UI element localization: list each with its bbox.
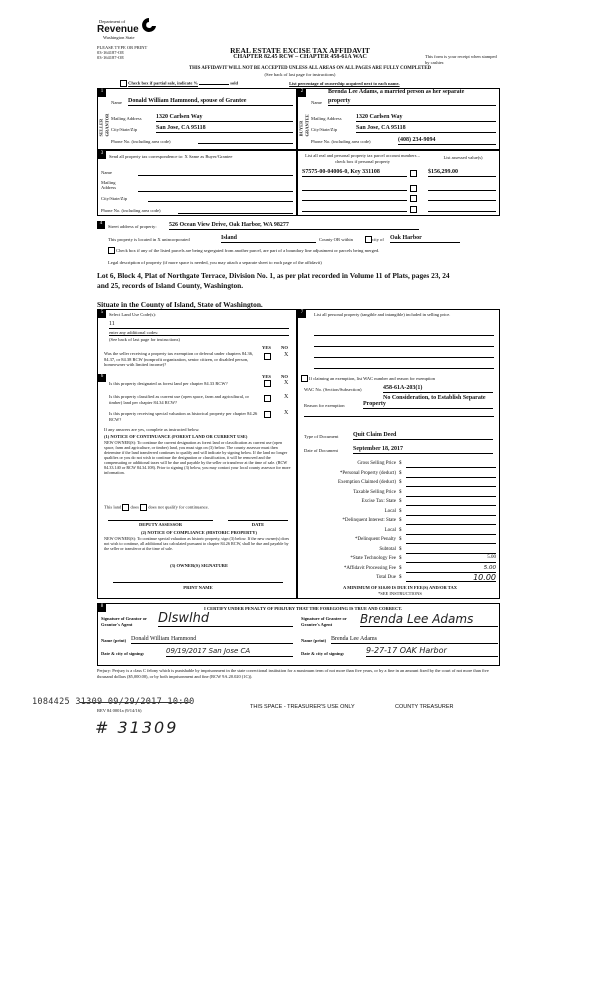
seller-mailing-label: Mailing Address — [111, 116, 142, 121]
seller-side-label: SELLER GRANTOR — [98, 113, 109, 137]
county-treasurer: COUNTY TREASURER — [395, 704, 454, 710]
seller-mailing[interactable]: 1320 Carlsen Way — [156, 114, 293, 122]
tax-row-label: Local — [384, 527, 396, 533]
tax-row — [304, 546, 496, 556]
assessor-date-label: DATE — [251, 522, 265, 527]
land-does-checkbox[interactable] — [122, 504, 129, 511]
grantor-signature[interactable]: Dlswlhd — [158, 612, 293, 627]
seller-section — [97, 88, 297, 150]
street-label: Street address of property: — [108, 224, 157, 229]
tax-row-value[interactable]: 5.00 — [406, 565, 496, 573]
tax-row-label: Exemption Claimed (deduct) — [337, 480, 396, 485]
form-chapter: CHAPTER 82.45 RCW – CHAPTER 458-61A WAC — [233, 54, 367, 60]
parcel-number[interactable]: S7575-00-04006-0, Key 331108 — [302, 169, 407, 177]
signature-section — [97, 603, 500, 666]
form-title: REAL ESTATE EXCISE TAX AFFIDAVIT — [230, 46, 370, 55]
section-8-badge: 8 — [98, 604, 106, 612]
tax-row — [304, 460, 496, 470]
tax-row — [304, 498, 496, 508]
exemption-label: If claiming an exemption, list WAC number and reason for exemption — [309, 376, 436, 381]
grantee-print-name[interactable]: Brenda Lee Adams — [331, 636, 498, 644]
print-name-label: PRINT NAME — [183, 585, 213, 590]
q2-text: Is this property designated as forest land per chapter 84.33 RCW? — [109, 381, 228, 386]
sold-label: sold — [230, 80, 239, 86]
same-as-buyer: X Same as Buyer/Grantee — [184, 154, 233, 159]
grantee-date-city[interactable]: 9-27-17 OAK Harbor — [366, 646, 498, 657]
situate-line[interactable]: Situate in the County of Island, State of Washington. — [97, 300, 263, 309]
city-value[interactable]: Oak Harbor — [390, 235, 460, 243]
dollar-sign: $ — [399, 565, 402, 571]
assessor-date-line[interactable] — [228, 516, 288, 521]
personal-line-4[interactable] — [314, 363, 494, 369]
tax-row-label: *Delinquent Interest: State — [342, 518, 396, 523]
reason-label: Reason for exemption — [304, 403, 345, 408]
parcel-personal-checkbox[interactable] — [410, 170, 417, 177]
buyer-mailing[interactable]: 1320 Carlsen Way — [356, 114, 496, 122]
buyer-phone[interactable]: (408) 234-9094 — [398, 137, 496, 145]
personal-line-1[interactable] — [314, 330, 494, 336]
street-address[interactable]: 526 Ocean View Drive, Oak Harbor, WA 98277 — [169, 222, 419, 230]
parcel-section — [297, 150, 500, 216]
certify-statement: I CERTIFY UNDER PENALTY OF PERJURY THAT THE FOREGOING IS TRUE AND CORRECT. — [203, 606, 402, 611]
yes-header-1: YES — [262, 345, 271, 350]
corr-name-label: Name — [101, 170, 112, 175]
correspondence-section — [97, 150, 297, 216]
seller-name[interactable]: Donald William Hammond, spouse of Grantee — [128, 98, 293, 106]
tax-row-value[interactable] — [406, 517, 496, 525]
correspondence-label — [109, 154, 294, 159]
located-text: This property is located in X unincorporated — [108, 237, 190, 242]
corr-city[interactable] — [148, 196, 293, 202]
doc-type[interactable]: Quit Claim Deed — [353, 432, 493, 440]
county-label: County OR within — [319, 237, 353, 242]
q1-answer[interactable]: X — [284, 352, 289, 358]
no-header-1: NO — [281, 345, 288, 350]
corr-phone-label: Phone No. (including area code) — [101, 208, 161, 213]
assessed-row-2[interactable] — [428, 185, 496, 191]
notice2-title: (2) NOTICE OF COMPLIANCE (HISTORIC PROPERTY) — [141, 530, 257, 535]
dollar-sign: $ — [399, 527, 402, 533]
seller-city-label: City/State/Zip — [111, 127, 138, 132]
parcel-row-4[interactable] — [302, 206, 407, 212]
q3-text: Is this property classified as current use (open space, farm and agricultural, or timber) land per chapter 84.34 RCW? — [109, 394, 249, 405]
handwritten-number: # 31309 — [95, 718, 179, 737]
treasurer-use: THIS SPACE - TREASURER'S USE ONLY — [250, 704, 355, 710]
seller-city[interactable]: San Jose, CA 95118 — [156, 125, 293, 133]
legal-line-1[interactable]: Lot 6, Block 4, Plat of Northgate Terrace, Division No. 1, as per plat recorded in Volume 11 of Plats, pages 23, 24 — [97, 271, 450, 280]
grantor-sig-label: Signature of Grantor or Grantor's Agent — [101, 616, 147, 627]
tax-row-label: *Delinquent Penalty — [355, 537, 396, 542]
logo-line2: Revenue — [97, 24, 139, 35]
personal-line-3[interactable] — [314, 352, 494, 358]
land-use-section — [97, 309, 297, 599]
form-code-3: 03-164187-OE — [97, 55, 124, 60]
buyer-mailing-label: Mailing Address — [311, 116, 342, 121]
partial-sale-row — [120, 80, 500, 87]
wac-number[interactable]: 458-61A-203(1) — [383, 385, 493, 393]
corr-phone[interactable] — [178, 208, 293, 214]
doc-type-label: Type of Document — [304, 434, 339, 439]
section-7-badge: 7 — [298, 310, 306, 318]
tax-row-value[interactable] — [406, 479, 496, 487]
logo-icon — [141, 17, 157, 35]
parcel-header: List all real and personal property tax parcel account numbers – check box if personal property — [305, 153, 420, 164]
dollar-sign: $ — [399, 461, 402, 466]
grantee-name-label: Name (print) — [301, 638, 327, 643]
seller-phone-label: Phone No. (including area code) — [111, 139, 171, 144]
tax-row-value[interactable] — [406, 489, 496, 497]
partial-sale-label: Check box if partial sale, indicate % — [128, 80, 198, 86]
tax-row — [304, 508, 496, 518]
tax-row-label: *Affidavit Processing Fee — [343, 565, 396, 571]
rev-code: REV 84 0001a (9/14/16) — [97, 708, 142, 713]
corr-mailing[interactable] — [138, 186, 293, 192]
tax-table — [304, 460, 496, 584]
if-yes-note: If any answers are yes, complete as instructed below. — [104, 427, 200, 432]
boundary-checkbox[interactable] — [108, 247, 115, 254]
q1-text: Was the seller receiving a property tax exemption or deferral under chapters 84.36, 84.37, or 84.38 RCW (nonprofit organization, senior citizen, or disabled person, homeowner with limited income)? — [104, 351, 254, 367]
parcel-2-checkbox[interactable] — [410, 185, 417, 192]
tax-row-value[interactable] — [406, 498, 496, 506]
section-5-badge: 5 — [98, 310, 106, 318]
tax-row-value[interactable] — [406, 470, 496, 478]
grantee-date-label: Date & city of signing: — [301, 651, 345, 656]
personal-line-2[interactable] — [314, 341, 494, 347]
notice1-title: (1) NOTICE OF CONTINUANCE (FOREST LAND OR CURRENT USE) — [104, 434, 248, 439]
no-header-2: NO — [281, 374, 288, 379]
tax-row-value[interactable]: 5.00 — [406, 555, 496, 563]
logo-line3: Washington State — [103, 35, 135, 40]
buyer-section — [297, 88, 500, 150]
wac-label: WAC No. (Section/Subsection) — [304, 387, 362, 392]
assessed-row-4[interactable] — [428, 206, 496, 212]
tax-row — [304, 565, 496, 575]
stamp-strike — [80, 702, 190, 703]
receipt-note: This form is your receipt when stamped by cashier. — [425, 54, 497, 65]
notice1-body: NEW OWNER(S): To continue the current designation as forest land or classification as current use (open space, farm and agriculture, or timber) land, you must sign on (3) below. The county assessor must then determine if the land transferred continues to qualify and will indicate by signing below. If the land no longer qualifies or you do not wish to continue the designation or classification, it will be removed and the compensating or additional taxes will be due and payable by the seller or transferor at the time of sale. (RCW 84.33.140 or RCW 84.34.108). Prior to signing (3) below, you may contact your local county assessor for more information. — [104, 440, 291, 475]
owner-signature-line[interactable] — [113, 578, 283, 583]
exemption-reason-line2[interactable]: Property — [363, 401, 493, 409]
legal-label: Legal description of property (if more space is needed, you may attach a separate sheet to each page of the affidavit) — [108, 260, 322, 265]
completion-warning: THIS AFFIDAVIT WILL NOT BE ACCEPTED UNLESS ALL AREAS ON ALL PAGES ARE FULLY COMPLETED — [188, 66, 432, 71]
tax-row — [304, 517, 496, 527]
section-3-badge: 3 — [98, 151, 106, 159]
dollar-sign: $ — [399, 575, 402, 580]
assessed-row-3[interactable] — [428, 195, 496, 201]
tax-row — [304, 527, 496, 537]
grantor-name-label: Name (print) — [101, 638, 127, 643]
parcel-row-3[interactable] — [302, 195, 407, 201]
see-instructions: *SEE INSTRUCTIONS — [378, 591, 422, 596]
additional-codes-label: enter any additional codes: — [109, 330, 289, 336]
form-code-2: 03-164187-OE — [97, 50, 124, 55]
dollar-sign: $ — [399, 480, 402, 485]
ownership-note: List percentage of ownership acquired next to each name. — [289, 80, 400, 86]
tax-row-value[interactable] — [406, 536, 496, 544]
buyer-name-line2[interactable]: property — [328, 98, 496, 106]
q3-yes-checkbox[interactable] — [264, 395, 271, 402]
does-not-label: does not qualify for continuance. — [148, 504, 209, 510]
tax-row — [304, 555, 496, 565]
exemption-reason-line1[interactable]: No Consideration, to Establish Separate — [383, 395, 486, 401]
assessed-value[interactable]: $156,299.00 — [428, 169, 496, 177]
grantor-date-label: Date & city of signing: — [101, 651, 145, 656]
corr-mailing-label: Mailing Address — [101, 180, 117, 190]
boundary-text: Check box if any of the listed parcels are being segregated from another parcel, are part of a boundary line adjustment or parcels being merged. — [116, 248, 380, 253]
q4-yes-checkbox[interactable] — [264, 411, 271, 418]
tax-row-label: Total Due — [376, 575, 396, 580]
land-does-label: This land — [104, 504, 122, 510]
personal-property-section — [297, 309, 500, 599]
logo-line1: Department of — [99, 19, 126, 24]
buyer-name-label: Name — [311, 100, 322, 105]
deputy-assessor-label: DEPUTY ASSESSOR — [138, 522, 183, 527]
buyer-city-label: City/State/Zip — [311, 127, 338, 132]
doc-date[interactable]: September 18, 2017 — [353, 446, 493, 454]
seller-phone[interactable] — [198, 137, 293, 144]
tax-row — [304, 574, 496, 584]
tax-row-value[interactable] — [406, 527, 496, 535]
form-code-1: PLEASE TYPE OR PRINT — [97, 45, 148, 50]
does-label: does — [130, 504, 139, 510]
grantor-date-city[interactable]: 09/19/2017 San Jose CA — [166, 646, 293, 657]
tax-row-label: Excise Tax: State — [361, 499, 396, 504]
buyer-city[interactable]: San Jose, CA 95118 — [356, 125, 496, 133]
dollar-sign: $ — [399, 508, 402, 514]
tax-row-label: Taxable Selling Price — [353, 489, 396, 495]
dollar-sign: $ — [399, 556, 402, 561]
grantee-signature[interactable]: Brenda Lee Adams — [360, 612, 498, 627]
section-2-badge: 2 — [298, 89, 306, 97]
dollar-sign: $ — [399, 537, 402, 542]
section-4-badge: 4 — [97, 221, 105, 229]
correspondence-text: Send all property tax correspondence to: — [109, 154, 184, 159]
parcel-4-checkbox[interactable] — [410, 206, 417, 213]
legal-line-2[interactable]: and 25, records of Island County, Washington. — [97, 281, 244, 290]
buyer-name-line1[interactable]: Brenda Lee Adams, a married person as her separate — [328, 89, 465, 95]
tax-row — [304, 536, 496, 546]
dor-logo — [97, 17, 157, 45]
parcel-3-checkbox[interactable] — [410, 195, 417, 202]
grantee-sig-label: Signature of Grantee or Grantee's Agent — [301, 616, 347, 627]
owner-signature-label: (3) OWNER(S) SIGNATURE — [169, 563, 229, 568]
dollar-sign: $ — [399, 499, 402, 504]
q2-yes-checkbox[interactable] — [264, 380, 271, 387]
tax-row-value[interactable] — [406, 546, 496, 554]
exemption-checkbox[interactable] — [301, 375, 308, 382]
tax-row — [304, 489, 496, 499]
tax-row — [304, 470, 496, 480]
q4-answer[interactable]: X — [284, 410, 289, 416]
tax-row-label: *Personal Property (deduct) — [339, 470, 396, 476]
land-use-label: Select Land Use Code(s): — [109, 312, 157, 317]
q1-yes-checkbox[interactable] — [264, 353, 271, 360]
corr-city-label: City/State/Zip — [101, 196, 128, 201]
yes-header-2: YES — [262, 374, 271, 379]
land-does-row — [104, 504, 294, 511]
tax-row — [304, 479, 496, 489]
tax-row-label: Local — [384, 508, 396, 514]
q2-answer[interactable]: X — [284, 380, 289, 386]
section-1-badge: 1 — [98, 89, 106, 97]
personal-property-label: List all personal property (tangible and intangible) included in selling price. — [314, 312, 451, 317]
tax-row-label: *State Technology Fee — [350, 556, 396, 561]
buyer-side-label: BUYER GRANTEE — [298, 114, 309, 137]
partial-sale-checkbox[interactable] — [120, 80, 127, 87]
deputy-assessor-line[interactable] — [108, 516, 213, 521]
dollar-sign: $ — [399, 470, 402, 476]
minimum-note: A MINIMUM OF $10.00 IS DUE IN FEE(S) AND/OR TAX — [343, 585, 457, 590]
location-section — [97, 218, 500, 268]
corr-name[interactable] — [138, 170, 293, 176]
section-6-badge: 6 — [98, 374, 106, 382]
tax-row-value[interactable] — [406, 508, 496, 516]
perjury-notice: Perjury: Perjury is a class C felony which is punishable by imprisonment in the state correctional institution for a maximum term of not more than five years, or by a fine in an amount fixed by the court of not more than five thousand dollars ($5,000.00), or by both imprisonment and fine (RCW 9A.20.020 (1C)). — [97, 668, 489, 679]
recording-stamp: 1084425 31309 09/29/2017 10:00 — [32, 697, 195, 707]
parcel-row-2[interactable] — [302, 185, 407, 191]
tax-row-value[interactable]: 10.00 — [406, 574, 496, 582]
county-value[interactable]: Island — [221, 235, 316, 243]
buyer-phone-label: Phone No. (including area code) — [311, 139, 371, 144]
city-of-label: city of — [372, 237, 384, 242]
land-use-code[interactable]: 11 — [109, 321, 289, 329]
q3-answer[interactable]: X — [284, 394, 289, 400]
seller-name-label: Name — [111, 100, 122, 105]
q4-text: Is this property receiving special valuation as historical property per chapter 84.26 RCW? — [109, 411, 258, 422]
tax-row-value[interactable] — [406, 460, 496, 468]
assessed-header: List assessed value(s) — [443, 155, 483, 160]
tax-row-label: Subtotal — [379, 546, 396, 552]
tax-row-label: Gross Selling Price — [357, 461, 396, 466]
dollar-sign: $ — [399, 518, 402, 523]
reason-extra-line[interactable] — [304, 412, 494, 417]
dollar-sign: $ — [399, 489, 402, 495]
grantor-print-name[interactable]: Donald William Hammond — [131, 636, 293, 644]
doc-date-label: Date of Document — [304, 448, 338, 453]
notice2-body: NEW OWNER(S): To continue special valuation as historic property, sign (3) below. If the new owner(s) does not wish to continue, all additional tax calculated pursuant to chapter 84.26 RCW, shall be due and payable by the seller or transferor at the time of sale. — [104, 536, 290, 551]
land-does-not-checkbox[interactable] — [140, 504, 147, 511]
city-of-checkbox[interactable] — [365, 236, 372, 243]
land-use-see-back: (See back of last page for instructions) — [109, 337, 180, 342]
dollar-sign: $ — [399, 546, 402, 552]
see-back-note: (See back of last page for instructions) — [264, 72, 336, 77]
